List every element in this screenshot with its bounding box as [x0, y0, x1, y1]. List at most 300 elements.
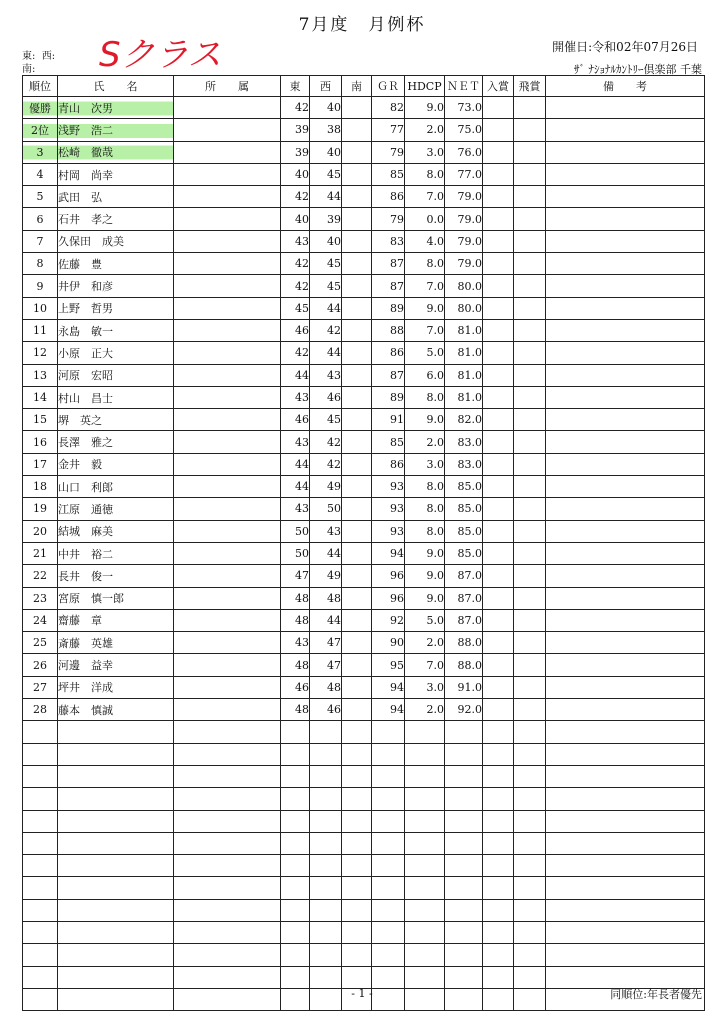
flying-prize-cell: [514, 944, 546, 966]
remarks-cell: [546, 788, 705, 810]
flying-prize-cell: [514, 632, 546, 654]
prize-cell: [483, 364, 514, 386]
hdcp-cell: 3.0: [405, 141, 445, 163]
south-score-cell: [342, 654, 372, 676]
net-score-cell: [445, 721, 483, 743]
affiliation-cell: [174, 141, 281, 163]
south-score-cell: [342, 743, 372, 765]
prize-cell: [483, 944, 514, 966]
rank-cell: [23, 810, 58, 832]
name-cell: [58, 743, 174, 765]
rank-cell: 25: [23, 632, 58, 654]
hdcp-cell: 8.0: [405, 386, 445, 408]
rank-cell: 8: [23, 253, 58, 275]
name-cell: 井伊 和彦: [58, 275, 174, 297]
name-cell: 河邊 益幸: [58, 654, 174, 676]
east-score-cell: [281, 721, 310, 743]
gross-score-cell: [372, 721, 405, 743]
page-number: - 1 -: [351, 987, 373, 1000]
flying-prize-cell: [514, 587, 546, 609]
flying-prize-cell: [514, 208, 546, 230]
table-row: [23, 565, 705, 587]
name-cell: 江原 通徳: [58, 498, 174, 520]
remarks-cell: [546, 364, 705, 386]
south-score-cell: [342, 119, 372, 141]
table-row: [23, 609, 705, 631]
prize-cell: [483, 587, 514, 609]
gross-score-cell: [372, 765, 405, 787]
header-row: [23, 76, 705, 97]
affiliation-cell: [174, 765, 281, 787]
class-mark-text: Sクラス: [99, 35, 222, 72]
hdcp-cell: 7.0: [405, 186, 445, 208]
table-row: [23, 186, 705, 208]
net-score-cell: 85.0: [445, 542, 483, 564]
hdcp-cell: 7.0: [405, 275, 445, 297]
east-score-cell: [281, 966, 310, 988]
prize-cell: [483, 721, 514, 743]
affiliation-cell: [174, 520, 281, 542]
east-score-cell: 48: [281, 699, 310, 721]
south-score-cell: [342, 431, 372, 453]
east-score-cell: 48: [281, 654, 310, 676]
hdcp-cell: [405, 921, 445, 943]
rank-cell: 16: [23, 431, 58, 453]
hdcp-cell: [405, 788, 445, 810]
remarks-cell: [546, 832, 705, 854]
gross-score-cell: 85: [372, 163, 405, 185]
table-row: [23, 230, 705, 252]
affiliation-cell: [174, 632, 281, 654]
event-date: 開催日:令和02年07月26日: [552, 40, 698, 54]
table-row: [23, 386, 705, 408]
prize-cell: [483, 520, 514, 542]
south-score-cell: [342, 297, 372, 319]
remarks-cell: [546, 230, 705, 252]
affiliation-cell: [174, 163, 281, 185]
rank-cell: 20: [23, 520, 58, 542]
hdcp-cell: 2.0: [405, 632, 445, 654]
remarks-cell: [546, 699, 705, 721]
name-cell: 佐藤 豊: [58, 253, 174, 275]
rank-cell: 22: [23, 565, 58, 587]
gross-score-cell: 86: [372, 453, 405, 475]
south-score-cell: [342, 520, 372, 542]
hdcp-cell: [405, 832, 445, 854]
west-score-cell: [310, 721, 342, 743]
east-score-cell: [281, 788, 310, 810]
prize-cell: [483, 565, 514, 587]
name-cell: [58, 765, 174, 787]
header-prize: 入賞: [483, 76, 514, 97]
table-row: [23, 431, 705, 453]
hdcp-cell: 5.0: [405, 342, 445, 364]
remarks-cell: [546, 899, 705, 921]
remarks-cell: [546, 921, 705, 943]
rank-cell: 14: [23, 386, 58, 408]
remarks-cell: [546, 609, 705, 631]
empty-row: [23, 966, 705, 988]
rank-cell: 9: [23, 275, 58, 297]
name-cell: 永島 敏一: [58, 319, 174, 341]
name-cell: 金井 毅: [58, 453, 174, 475]
prize-cell: [483, 476, 514, 498]
net-score-cell: [445, 743, 483, 765]
gross-score-cell: 96: [372, 565, 405, 587]
class-handwritten-mark: [95, 30, 225, 72]
remarks-cell: [546, 342, 705, 364]
west-score-cell: 45: [310, 409, 342, 431]
east-score-cell: 47: [281, 565, 310, 587]
rank-cell: 3: [23, 141, 58, 163]
gross-score-cell: [372, 944, 405, 966]
net-score-cell: [445, 810, 483, 832]
rank-cell: 23: [23, 587, 58, 609]
gross-score-cell: [372, 788, 405, 810]
flying-prize-cell: [514, 498, 546, 520]
prize-cell: [483, 208, 514, 230]
prize-cell: [483, 765, 514, 787]
south-score-cell: [342, 899, 372, 921]
affiliation-cell: [174, 253, 281, 275]
west-score-cell: 45: [310, 163, 342, 185]
east-score-cell: 42: [281, 186, 310, 208]
flying-prize-cell: [514, 788, 546, 810]
south-score-cell: [342, 699, 372, 721]
net-score-cell: 79.0: [445, 253, 483, 275]
affiliation-cell: [174, 431, 281, 453]
west-score-cell: 43: [310, 364, 342, 386]
hdcp-cell: 4.0: [405, 230, 445, 252]
west-score-cell: 49: [310, 476, 342, 498]
flying-prize-cell: [514, 743, 546, 765]
south-score-cell: [342, 877, 372, 899]
rank-cell: [23, 944, 58, 966]
rank-cell: 6: [23, 208, 58, 230]
flying-prize-cell: [514, 163, 546, 185]
remarks-cell: [546, 453, 705, 475]
prize-cell: [483, 453, 514, 475]
south-score-cell: [342, 498, 372, 520]
prize-cell: [483, 431, 514, 453]
gross-score-cell: [372, 921, 405, 943]
affiliation-cell: [174, 498, 281, 520]
rank-cell: 24: [23, 609, 58, 631]
gross-score-cell: [372, 899, 405, 921]
prize-cell: [483, 699, 514, 721]
prize-cell: [483, 542, 514, 564]
net-score-cell: [445, 966, 483, 988]
east-score-cell: 46: [281, 409, 310, 431]
net-score-cell: 81.0: [445, 319, 483, 341]
west-score-cell: 46: [310, 699, 342, 721]
prize-cell: [483, 119, 514, 141]
east-score-cell: [281, 765, 310, 787]
flying-prize-cell: [514, 319, 546, 341]
east-score-cell: 42: [281, 342, 310, 364]
gross-score-cell: 89: [372, 386, 405, 408]
table-row: [23, 208, 705, 230]
east-score-cell: 44: [281, 453, 310, 475]
net-score-cell: 87.0: [445, 587, 483, 609]
affiliation-cell: [174, 654, 281, 676]
name-cell: 石井 孝之: [58, 208, 174, 230]
hdcp-cell: [405, 765, 445, 787]
west-score-cell: 40: [310, 97, 342, 119]
affiliation-cell: [174, 97, 281, 119]
east-score-cell: [281, 877, 310, 899]
hdcp-cell: [405, 855, 445, 877]
name-cell: 山口 利郎: [58, 476, 174, 498]
south-score-cell: [342, 319, 372, 341]
affiliation-cell: [174, 609, 281, 631]
remarks-cell: [546, 565, 705, 587]
flying-prize-cell: [514, 654, 546, 676]
header-south: 南: [342, 76, 372, 97]
gross-score-cell: 79: [372, 208, 405, 230]
gross-score-cell: [372, 810, 405, 832]
rank-cell: 19: [23, 498, 58, 520]
gross-score-cell: 85: [372, 431, 405, 453]
name-cell: [58, 877, 174, 899]
affiliation-cell: [174, 743, 281, 765]
east-score-cell: 43: [281, 498, 310, 520]
name-cell: [58, 721, 174, 743]
remarks-cell: [546, 520, 705, 542]
net-score-cell: [445, 832, 483, 854]
table-row: [23, 676, 705, 698]
hdcp-cell: 3.0: [405, 676, 445, 698]
table-row: [23, 342, 705, 364]
tee-south-label: 南:: [22, 64, 36, 75]
table-row: [23, 409, 705, 431]
west-score-cell: 46: [310, 386, 342, 408]
net-score-cell: 79.0: [445, 186, 483, 208]
affiliation-cell: [174, 832, 281, 854]
south-score-cell: [342, 163, 372, 185]
name-cell: 小原 正大: [58, 342, 174, 364]
empty-row: [23, 788, 705, 810]
empty-row: [23, 743, 705, 765]
west-score-cell: 45: [310, 275, 342, 297]
hdcp-cell: [405, 944, 445, 966]
header-hdcp: HDCP: [405, 76, 445, 97]
net-score-cell: 81.0: [445, 364, 483, 386]
prize-cell: [483, 676, 514, 698]
hdcp-cell: 8.0: [405, 498, 445, 520]
remarks-cell: [546, 654, 705, 676]
net-score-cell: 85.0: [445, 498, 483, 520]
east-score-cell: 45: [281, 297, 310, 319]
remarks-cell: [546, 319, 705, 341]
west-score-cell: 48: [310, 587, 342, 609]
west-score-cell: 43: [310, 520, 342, 542]
name-cell: 結城 麻美: [58, 520, 174, 542]
prize-cell: [483, 899, 514, 921]
affiliation-cell: [174, 342, 281, 364]
name-cell: 武田 弘: [58, 186, 174, 208]
rank-cell: [23, 721, 58, 743]
flying-prize-cell: [514, 476, 546, 498]
affiliation-cell: [174, 119, 281, 141]
flying-prize-cell: [514, 832, 546, 854]
east-score-cell: 39: [281, 119, 310, 141]
affiliation-cell: [174, 319, 281, 341]
rank-cell: [23, 765, 58, 787]
remarks-cell: [546, 765, 705, 787]
name-cell: 藤本 慎誠: [58, 699, 174, 721]
net-score-cell: 88.0: [445, 632, 483, 654]
table-row: [23, 364, 705, 386]
west-score-cell: [310, 899, 342, 921]
remarks-cell: [546, 944, 705, 966]
header-east: 東: [281, 76, 310, 97]
flying-prize-cell: [514, 565, 546, 587]
rank-cell: 27: [23, 676, 58, 698]
name-cell: 長井 俊一: [58, 565, 174, 587]
west-score-cell: [310, 788, 342, 810]
table-row: [23, 141, 705, 163]
rank-cell: 26: [23, 654, 58, 676]
remarks-cell: [546, 431, 705, 453]
affiliation-cell: [174, 676, 281, 698]
table-row: [23, 542, 705, 564]
south-score-cell: [342, 721, 372, 743]
hdcp-cell: 2.0: [405, 431, 445, 453]
west-score-cell: 44: [310, 297, 342, 319]
remarks-cell: [546, 275, 705, 297]
east-score-cell: 44: [281, 364, 310, 386]
gross-score-cell: 87: [372, 364, 405, 386]
flying-prize-cell: [514, 253, 546, 275]
east-score-cell: [281, 899, 310, 921]
south-score-cell: [342, 230, 372, 252]
hdcp-cell: 8.0: [405, 253, 445, 275]
net-score-cell: [445, 899, 483, 921]
prize-cell: [483, 498, 514, 520]
south-score-cell: [342, 97, 372, 119]
table-row: [23, 632, 705, 654]
rank-cell: 12: [23, 342, 58, 364]
table-row: [23, 275, 705, 297]
table-row: [23, 520, 705, 542]
east-score-cell: [281, 921, 310, 943]
name-cell: 村山 昌士: [58, 386, 174, 408]
name-cell: 坪井 洋成: [58, 676, 174, 698]
hdcp-cell: [405, 721, 445, 743]
south-score-cell: [342, 632, 372, 654]
south-score-cell: [342, 141, 372, 163]
header-rank: 順位: [23, 76, 58, 97]
rank-cell: 5: [23, 186, 58, 208]
rank-cell: [23, 832, 58, 854]
gross-score-cell: [372, 743, 405, 765]
empty-row: [23, 921, 705, 943]
west-score-cell: [310, 855, 342, 877]
south-score-cell: [342, 587, 372, 609]
remarks-cell: [546, 810, 705, 832]
name-cell: [58, 944, 174, 966]
west-score-cell: [310, 743, 342, 765]
rank-cell: 15: [23, 409, 58, 431]
gross-score-cell: 92: [372, 609, 405, 631]
west-score-cell: 50: [310, 498, 342, 520]
name-cell: [58, 855, 174, 877]
net-score-cell: 82.0: [445, 409, 483, 431]
hdcp-cell: [405, 810, 445, 832]
hdcp-cell: [405, 899, 445, 921]
gross-score-cell: 89: [372, 297, 405, 319]
gross-score-cell: 88: [372, 319, 405, 341]
net-score-cell: 77.0: [445, 163, 483, 185]
remarks-cell: [546, 542, 705, 564]
table-row: [23, 699, 705, 721]
south-score-cell: [342, 542, 372, 564]
hdcp-cell: 7.0: [405, 654, 445, 676]
remarks-cell: [546, 186, 705, 208]
empty-row: [23, 855, 705, 877]
affiliation-cell: [174, 208, 281, 230]
name-cell: 長澤 雅之: [58, 431, 174, 453]
hdcp-cell: 8.0: [405, 520, 445, 542]
name-cell: 村岡 尚幸: [58, 163, 174, 185]
affiliation-cell: [174, 364, 281, 386]
remarks-cell: [546, 386, 705, 408]
west-score-cell: 47: [310, 654, 342, 676]
net-score-cell: 83.0: [445, 431, 483, 453]
gross-score-cell: [372, 966, 405, 988]
name-cell: [58, 966, 174, 988]
name-cell: [58, 899, 174, 921]
hdcp-cell: [405, 743, 445, 765]
east-score-cell: 43: [281, 230, 310, 252]
west-score-cell: 40: [310, 141, 342, 163]
gross-score-cell: 93: [372, 520, 405, 542]
flying-prize-cell: [514, 676, 546, 698]
east-score-cell: 44: [281, 476, 310, 498]
tie-rule-note: 同順位:年長者優先: [610, 988, 702, 1001]
name-cell: 青山 次男: [58, 97, 174, 119]
flying-prize-cell: [514, 342, 546, 364]
remarks-cell: [546, 141, 705, 163]
net-score-cell: [445, 765, 483, 787]
hdcp-cell: 9.0: [405, 565, 445, 587]
south-score-cell: [342, 921, 372, 943]
net-score-cell: 83.0: [445, 453, 483, 475]
gross-score-cell: 86: [372, 342, 405, 364]
rank-cell: 21: [23, 542, 58, 564]
table-row: [23, 587, 705, 609]
name-cell: 河原 宏昭: [58, 364, 174, 386]
west-score-cell: 49: [310, 565, 342, 587]
west-score-cell: [310, 832, 342, 854]
name-cell: 上野 哲男: [58, 297, 174, 319]
affiliation-cell: [174, 788, 281, 810]
net-score-cell: [445, 921, 483, 943]
west-score-cell: 44: [310, 342, 342, 364]
net-score-cell: 80.0: [445, 297, 483, 319]
affiliation-cell: [174, 409, 281, 431]
name-cell: 中井 裕二: [58, 542, 174, 564]
affiliation-cell: [174, 297, 281, 319]
east-score-cell: 43: [281, 431, 310, 453]
south-score-cell: [342, 565, 372, 587]
east-score-cell: 46: [281, 319, 310, 341]
prize-cell: [483, 97, 514, 119]
results-table: [22, 75, 705, 1011]
remarks-cell: [546, 877, 705, 899]
hdcp-cell: 2.0: [405, 119, 445, 141]
